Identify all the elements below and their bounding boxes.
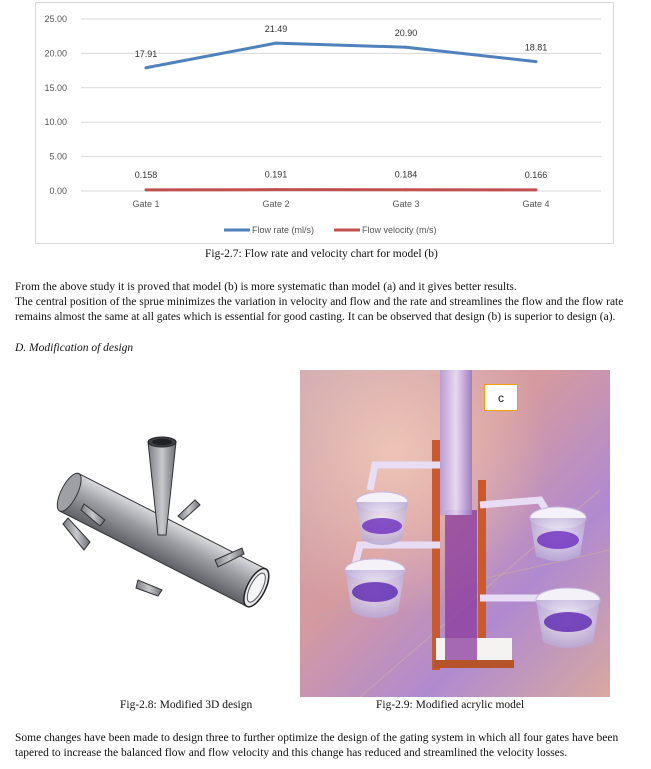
- y-tick-label: 10.00: [44, 117, 67, 128]
- data-label: 0.184: [394, 169, 418, 180]
- data-point: [535, 188, 538, 191]
- y-tick-label: 25.00: [44, 14, 67, 24]
- data-point: [405, 188, 408, 191]
- data-point: [275, 188, 278, 191]
- cup-bottom-right: [536, 588, 600, 648]
- data-point: [275, 42, 278, 45]
- x-tick-label: Gate 2: [262, 199, 290, 209]
- photo-caption: Fig-2.9: Modified acrylic model: [376, 699, 525, 711]
- flow-chart: [35, 2, 614, 244]
- cup-bottom-left: [345, 559, 405, 618]
- section-heading: D. Modification of design: [15, 342, 134, 354]
- paragraph-2: The central position of the sprue minimizes the variation in velocity and flow and the rate and streamlines the flow and the flow rate remains almost the same at all gates which is essential for good casting. It can be observed that design (b) is superior to design (a).: [15, 296, 624, 323]
- data-label: 21.49: [264, 24, 288, 35]
- y-tick-label: 15.00: [44, 82, 67, 93]
- chart-caption: Fig-2.7: Flow rate and velocity chart for model (b): [205, 248, 438, 260]
- modified-3d-design-figure: [50, 420, 280, 660]
- paragraph-3: Some changes have been made to design three to further optimize the design of the gating system in which all four gates have been tapered to increase the balanced flow and flow velocity and this change has reduced and streamlined the velocity losses.: [15, 732, 619, 759]
- data-label: 0.191: [264, 169, 288, 180]
- y-tick-label: 20.00: [44, 48, 67, 59]
- paragraph-1: From the above study it is proved that model (b) is more systematic than model (a) and it gives better results.: [15, 281, 517, 293]
- model3d-caption: Fig-2.8: Modified 3D design: [120, 699, 253, 711]
- photo-label-c: c: [484, 384, 518, 411]
- x-tick-label: Gate 4: [522, 199, 550, 209]
- legend-label: Flow velocity (m/s): [362, 225, 437, 235]
- series-line: [146, 43, 536, 68]
- cup-top-left: [356, 492, 408, 545]
- y-tick-label: 5.00: [49, 151, 67, 162]
- x-tick-label: Gate 3: [392, 199, 420, 209]
- acrylic-model-photo: [300, 370, 610, 697]
- y-tick-label: 0.00: [49, 186, 67, 196]
- data-label: 0.158: [134, 169, 158, 180]
- data-point: [145, 188, 148, 191]
- data-point: [535, 60, 538, 63]
- acrylic-model-illustration: [300, 370, 610, 697]
- data-label: 20.90: [394, 28, 418, 39]
- chart-svg: [36, 3, 615, 245]
- x-tick-label: Gate 1: [132, 199, 160, 209]
- data-label: 17.91: [134, 48, 158, 59]
- data-label: 18.81: [524, 42, 548, 53]
- cup-top-right: [530, 507, 586, 561]
- data-point: [145, 66, 148, 69]
- legend-label: Flow rate (ml/s): [252, 225, 315, 235]
- data-label: 0.166: [524, 169, 548, 180]
- data-point: [405, 46, 408, 49]
